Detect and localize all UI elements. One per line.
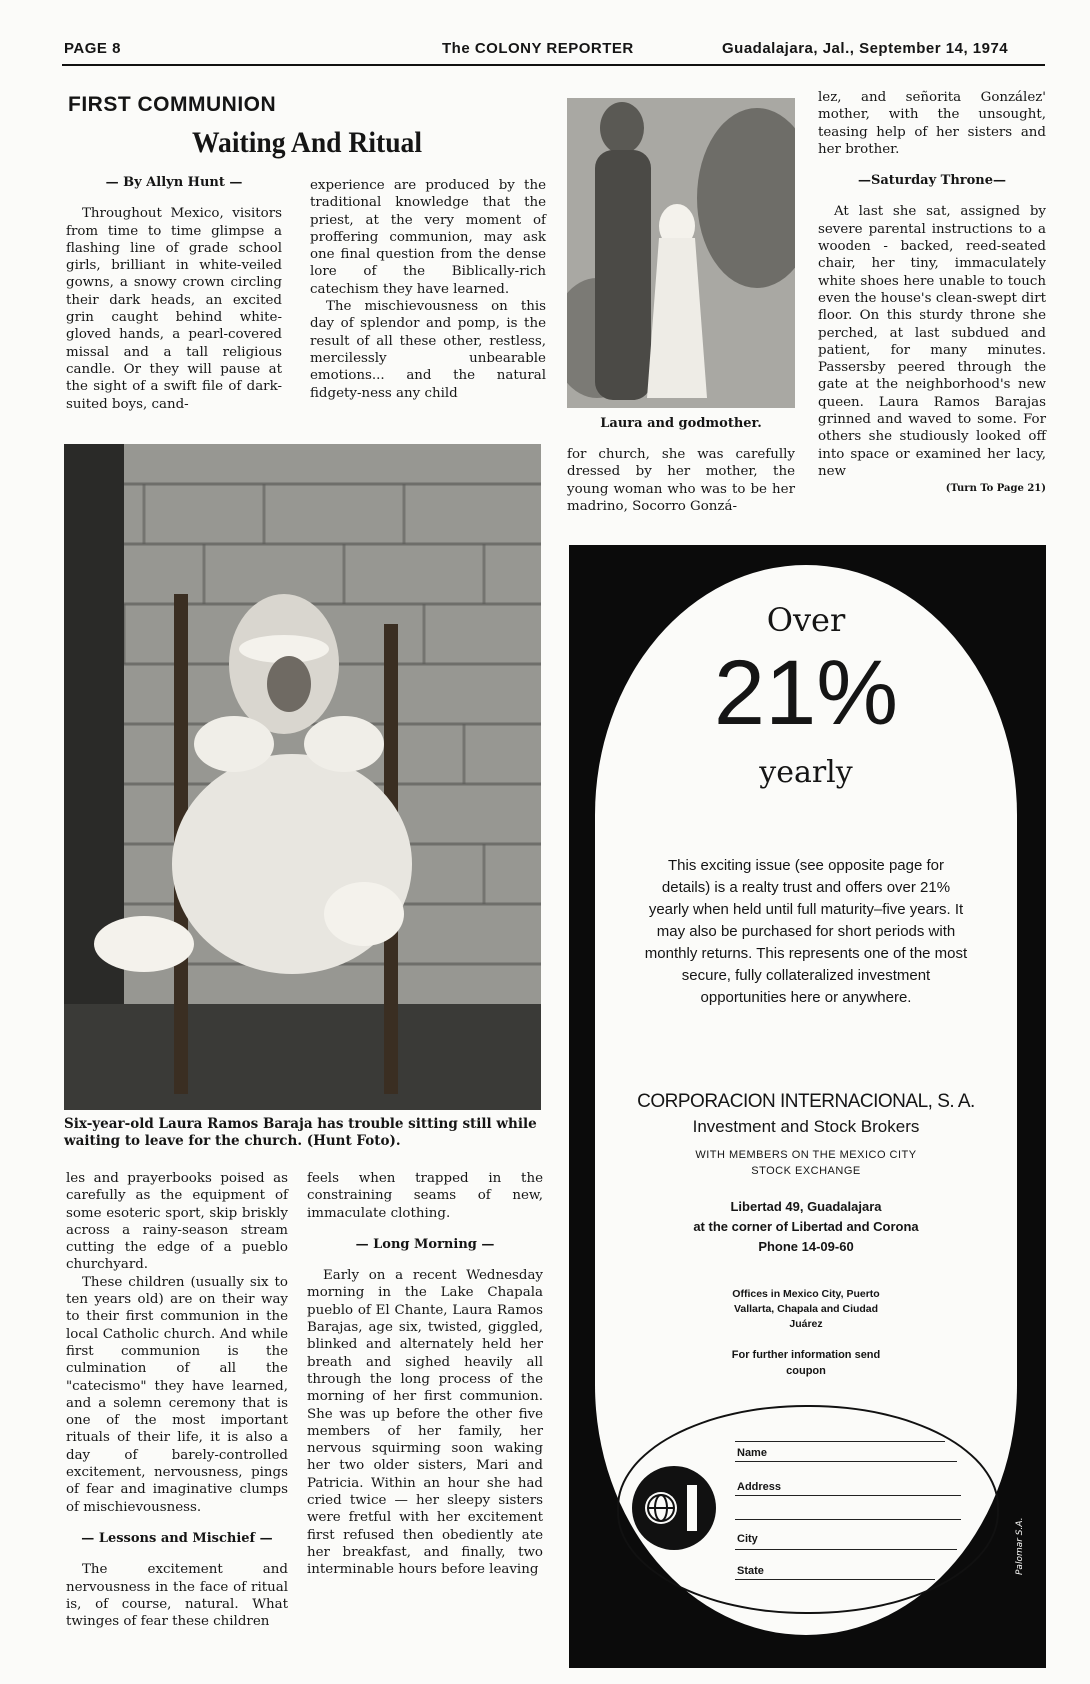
col4-p1: lez, and señorita González' mother, with the unsought, teasing help of her sisters and her brother. bbox=[818, 90, 1046, 157]
ad-further: For further information send coupon bbox=[731, 1349, 881, 1377]
ad-address2: at the corner of Libertad and Corona bbox=[693, 1219, 919, 1234]
headline: Waiting And Ritual bbox=[191, 126, 423, 159]
globe-logo-icon bbox=[629, 1463, 719, 1553]
col4-p2: At last she sat, assigned by severe parental instructions to a wooden - backed, reed-seated chair, her tiny, immaculately white shoes here unable to touch even the house's clean-swept dirt floor. On this sturdy throne she perched, at last subdued and patient, for many minutes. Passersby peered through the gate at the neighborhood's new queen. Laura Ramos Barajas grinned and waved to some. For others she studiously looked off into space or examined her lacy, new bbox=[818, 204, 1046, 479]
col2-bottom-p2: Early on a recent Wednesday morning in the Lake Chapala pueblo of El Chante, Laura Ramos Barajas, age six, twisted, giggled, blinked and alternately held her breath and sighed heavily all through the long process of the morning of her first communion. She was up before the other five members of her family, her nervous squirming soon waking her two older sisters, Mari and Patricia. Within an hour she had cried twice — her sleepy sisters were fretful with her excitement first refused then obediently ate her breakfast, and finally, two interminable hours before leaving bbox=[307, 1268, 543, 1578]
godmother-photo-illustration bbox=[567, 98, 795, 408]
coupon-label-city: City bbox=[737, 1533, 758, 1545]
city-field[interactable] bbox=[735, 1549, 957, 1550]
ad-yearly: yearly bbox=[759, 755, 853, 790]
column-1-top bbox=[66, 170, 282, 413]
godmother-caption: Laura and godmother. bbox=[600, 416, 762, 431]
jump-line: (Turn To Page 21) bbox=[945, 483, 1046, 495]
column-2-bottom bbox=[307, 1170, 543, 1579]
godmother-photo bbox=[567, 98, 795, 408]
column-4 bbox=[818, 89, 1046, 498]
column-2-top bbox=[310, 177, 546, 402]
ad-body: This exciting issue (see opposite page for details) is a realty trust and offers over 21% yearly when held until full maturity–five years. It may also be purchased for short periods with monthly returns. This represents one of the most secure, fully collateralized investment opportunities here or anywhere. bbox=[644, 857, 968, 1006]
ad-company: CORPORACION INTERNACIONAL, S. A. bbox=[637, 1091, 975, 1112]
paper-title: The COLONY REPORTER bbox=[442, 40, 634, 57]
main-photo-caption: Six-year-old Laura Ramos Baraja has trouble sitting still while waiting to leave for the church. (Hunt Foto). bbox=[64, 1116, 537, 1149]
ad-panel bbox=[595, 565, 1017, 1635]
col1-bottom-p3: The excitement and nervousness in the face of ritual is, of course, natural. What twinges of fear these children bbox=[66, 1562, 288, 1630]
header-rule bbox=[62, 64, 1045, 66]
company-logo bbox=[629, 1463, 719, 1553]
col1-top-text: Throughout Mexico, visitors from time to time glimpse a flashing line of grade school girls, brilliant in white-veiled gowns, a snowy crown circling their dark heads, an excited grin caught behind white-gloved hands, a pearl-covered missal and a tall religious candle. Or they will pause at the sight of a swift file of dark-suited boys, cand- bbox=[66, 206, 282, 412]
col1-bottom-p2: These children (usually six to ten years old) are on their way to their first communion in the local Catholic church. And while first communion is the culmination of all the "catecismo" they have learned, and a solemn ceremony that is one of the most important rituals of their life, it is also a day of barely-controlled excitement, nervousness, pings of fear and imaginative clumps of mischievousness. bbox=[66, 1274, 288, 1515]
state-field[interactable] bbox=[735, 1579, 935, 1580]
coupon-line bbox=[735, 1441, 945, 1442]
col3-text: for church, she was carefully dressed by her mother, the young woman who was to be her madrino, Socorro Gonzá- bbox=[567, 447, 795, 514]
column-3 bbox=[567, 446, 795, 515]
col2-bottom-p1: feels when trapped in the constraining seams of new, immaculate clothing. bbox=[307, 1171, 543, 1221]
coupon-label-address: Address bbox=[737, 1481, 782, 1493]
page-number: PAGE 8 bbox=[64, 40, 121, 57]
dateline: Guadalajara, Jal., September 14, 1974 bbox=[722, 40, 1009, 57]
col1-bottom-p1: les and prayerbooks poised as carefully as the equipment of some esoteric sport, skip briskly across a rainy-season stream cutting the edge of a pueblo churchyard. bbox=[66, 1171, 288, 1273]
address-field[interactable] bbox=[735, 1495, 961, 1496]
advertisement bbox=[569, 545, 1046, 1668]
byline: — By Allyn Hunt — bbox=[105, 175, 243, 190]
ad-offices: Offices in Mexico City, Puerto Vallarta, Chapala and Ciudad Juárez bbox=[732, 1288, 880, 1330]
ad-signature: Palomar S.A. bbox=[1015, 1517, 1025, 1575]
subhead-lessons: — Lessons and Mischief — bbox=[81, 1530, 273, 1546]
column-1-bottom bbox=[66, 1170, 288, 1630]
ad-address1: Libertad 49, Guadalajara bbox=[730, 1199, 882, 1214]
ad-rate: 21% bbox=[713, 642, 899, 744]
ad-phone: Phone 14-09-60 bbox=[758, 1239, 854, 1254]
coupon-label-name: Name bbox=[737, 1447, 767, 1459]
coupon-label-state: State bbox=[737, 1565, 764, 1577]
ad-members: WITH MEMBERS ON THE MEXICO CITY STOCK EXCHANGE bbox=[695, 1149, 917, 1177]
name-field[interactable] bbox=[735, 1461, 957, 1462]
main-photo-illustration bbox=[64, 444, 541, 1110]
subhead-long-morning: — Long Morning — bbox=[355, 1236, 495, 1252]
subhead-saturday: —Saturday Throne— bbox=[857, 173, 1007, 189]
ad-tagline: Investment and Stock Brokers bbox=[692, 1117, 920, 1136]
coupon[interactable] bbox=[617, 1405, 999, 1614]
col2-top-p1: experience are produced by the traditional knowledge that the priest, at the very moment of proffering communion, may ask one final question from the dense lore of the Biblically-rich catechism they have learned. bbox=[310, 178, 546, 297]
kicker: FIRST COMMUNION bbox=[68, 93, 277, 116]
address-field-2[interactable] bbox=[735, 1519, 961, 1520]
ad-over: Over bbox=[766, 601, 846, 639]
col2-top-p2: The mischievousness on this day of splendor and pomp, is the result of all these other, restless, mercilessly unbearable emotions... and the natural fidgety-ness any child bbox=[310, 299, 546, 401]
main-photo bbox=[64, 444, 541, 1110]
